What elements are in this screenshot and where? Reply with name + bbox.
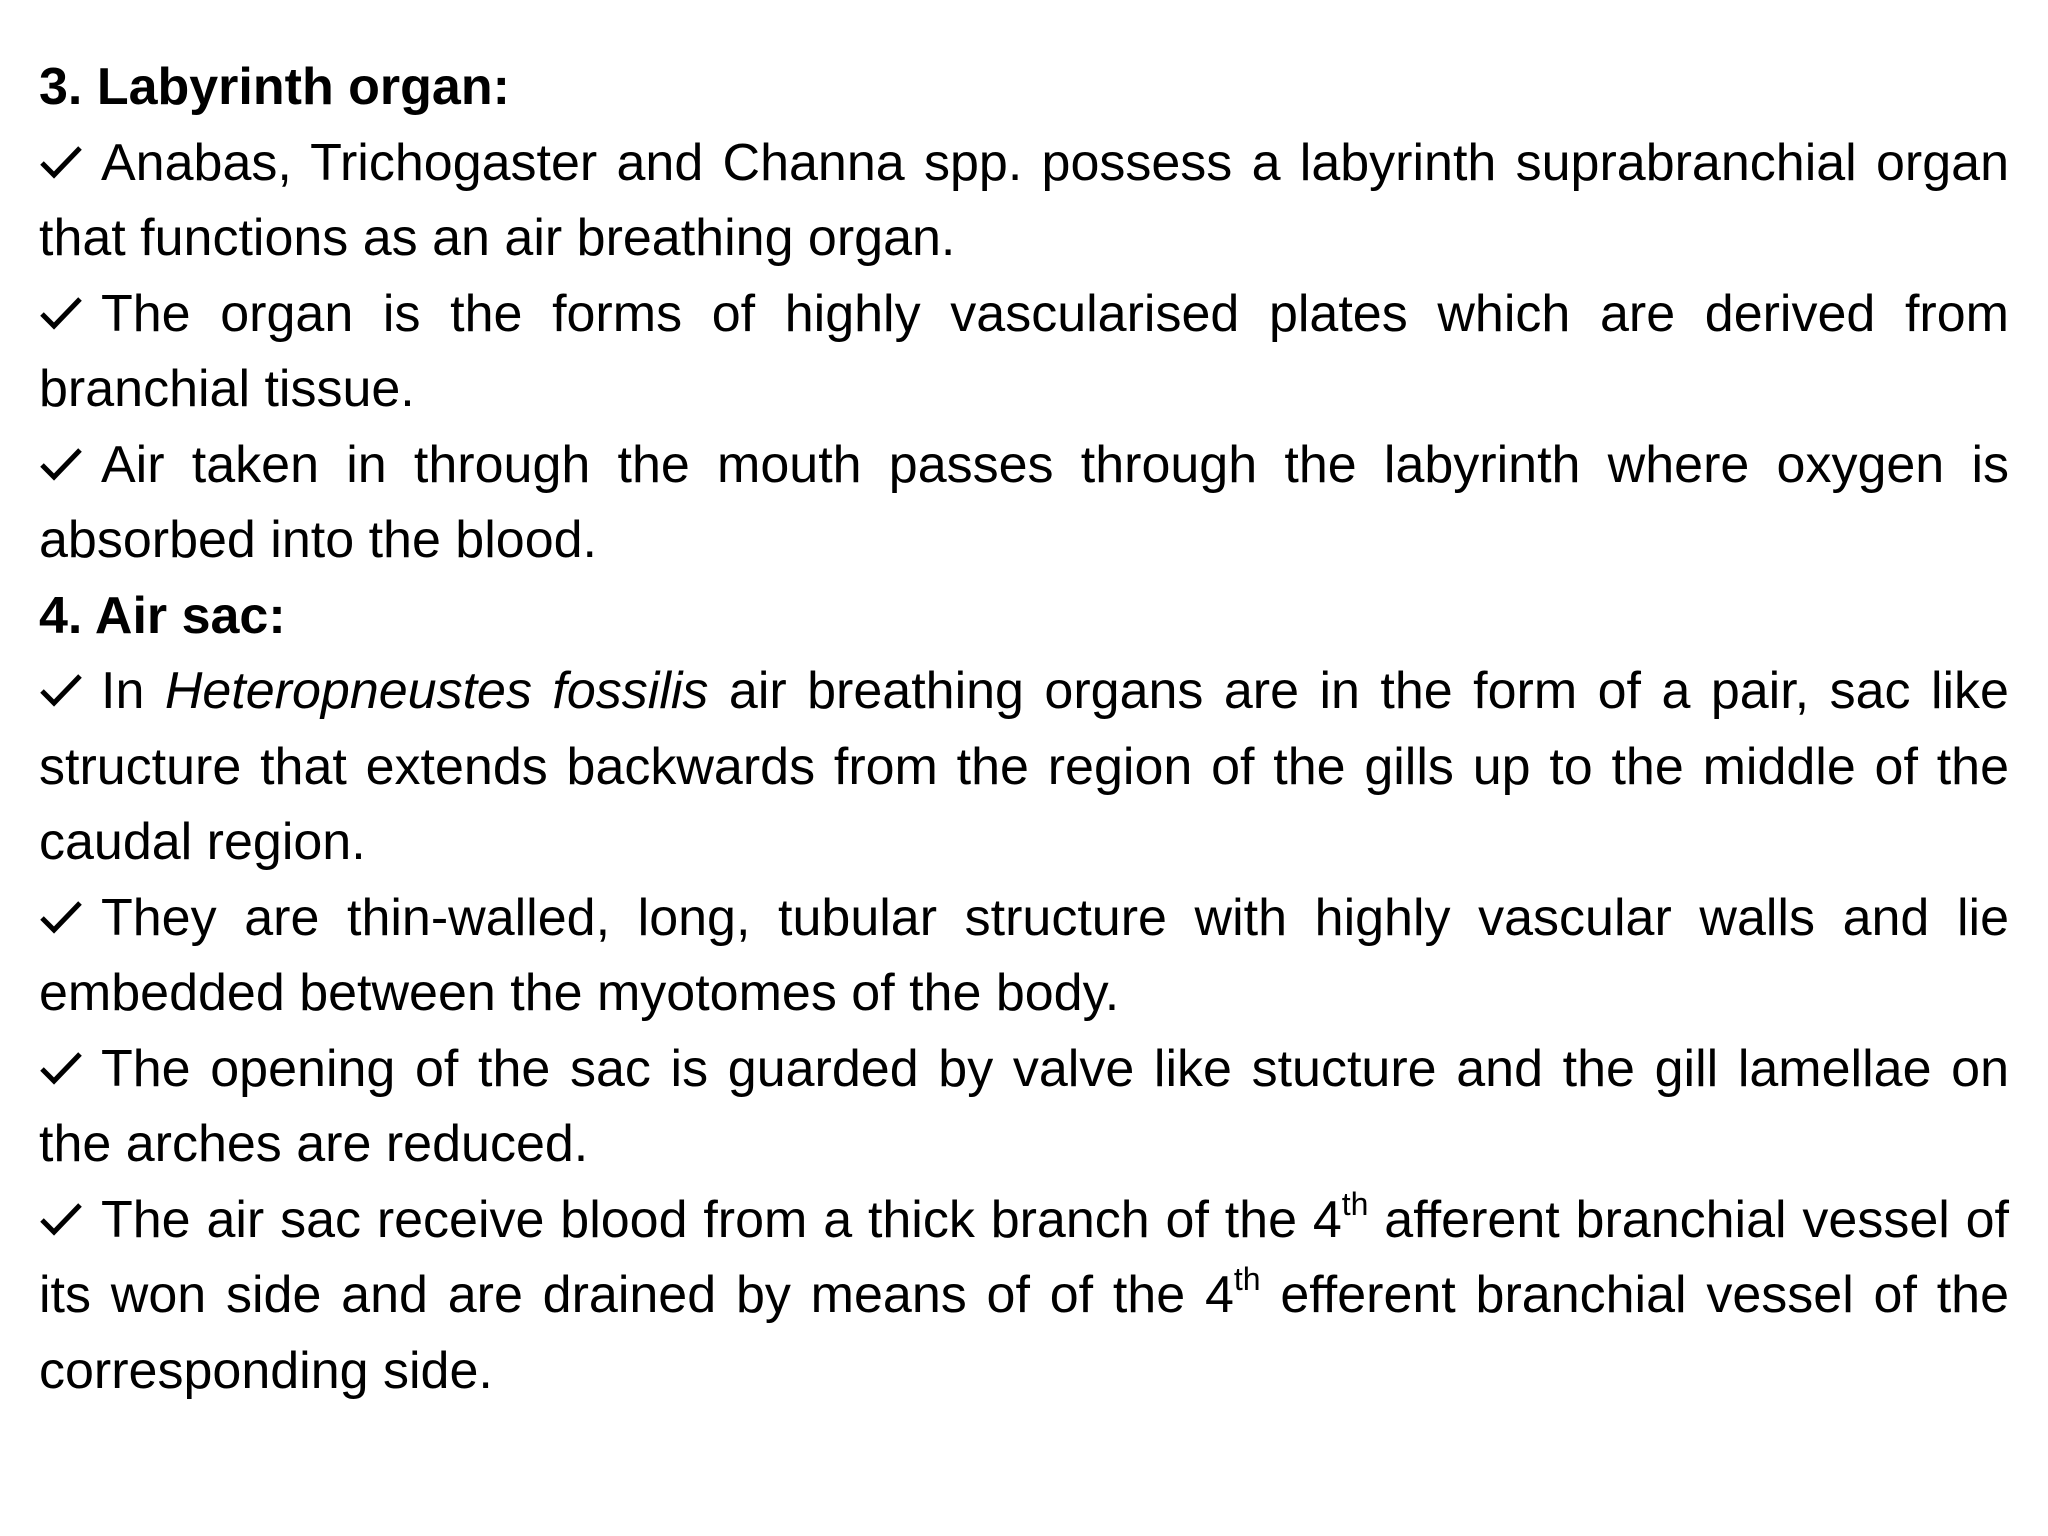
checkmark-icon [39, 428, 101, 504]
superscript: th [1233, 1261, 1261, 1297]
bullet-text-rest: air breathing organs are in the form of a pair, sac like structure that extends backwards from the region of the gills up to the middle of the caudal region. [39, 662, 2009, 871]
slide-content [39, 50, 2009, 1409]
bullet-text: Anabas, Trichogaster and Channa spp. possess a labyrinth suprabranchial organ that functions as an air breathing organ. [39, 133, 2009, 267]
checkmark-icon [39, 1183, 101, 1259]
bullet-item [39, 428, 2009, 579]
checkmark-icon [39, 881, 101, 957]
section-heading-air-sac: 4. Air sac: [39, 586, 286, 645]
checkmark-icon [39, 654, 101, 730]
section-heading-labyrinth-organ: 3. Labyrinth organ: [39, 58, 510, 116]
superscript: th [1341, 1185, 1369, 1222]
bullet-item [39, 277, 2009, 428]
bullet-text-part2: afferent branchial vessel of its won side and are drained by means of of the 4 [39, 1190, 2009, 1324]
bullet-item [39, 1032, 2009, 1183]
bullet-item [39, 126, 2009, 277]
bullet-text: Air taken in through the mouth passes through the labyrinth where oxygen is absorbed into the blood. [39, 435, 2009, 569]
checkmark-icon [39, 1032, 101, 1108]
bullet-item [39, 881, 2009, 1032]
checkmark-icon [39, 277, 101, 353]
bullet-item [39, 1183, 2009, 1410]
checkmark-icon [39, 126, 101, 202]
species-name: Heteropneustes fossilis [164, 662, 709, 720]
bullet-text-part3: efferent branchial vessel of the corresponding side. [39, 1266, 2010, 1400]
bullet-text-prefix: In [101, 662, 165, 720]
bullet-text: The opening of the sac is guarded by valve like stucture and the gill lamellae on the arches are reduced. [39, 1039, 2009, 1173]
bullet-item [39, 654, 2009, 881]
bullet-text-part1: The air sac receive blood from a thick branch of the 4 [101, 1190, 1342, 1249]
bullet-text: They are thin-walled, long, tubular structure with highly vascular walls and lie embedded between the myotomes of the body. [39, 888, 2009, 1022]
bullet-text: The organ is the forms of highly vascularised plates which are derived from branchial tissue. [39, 284, 2009, 418]
